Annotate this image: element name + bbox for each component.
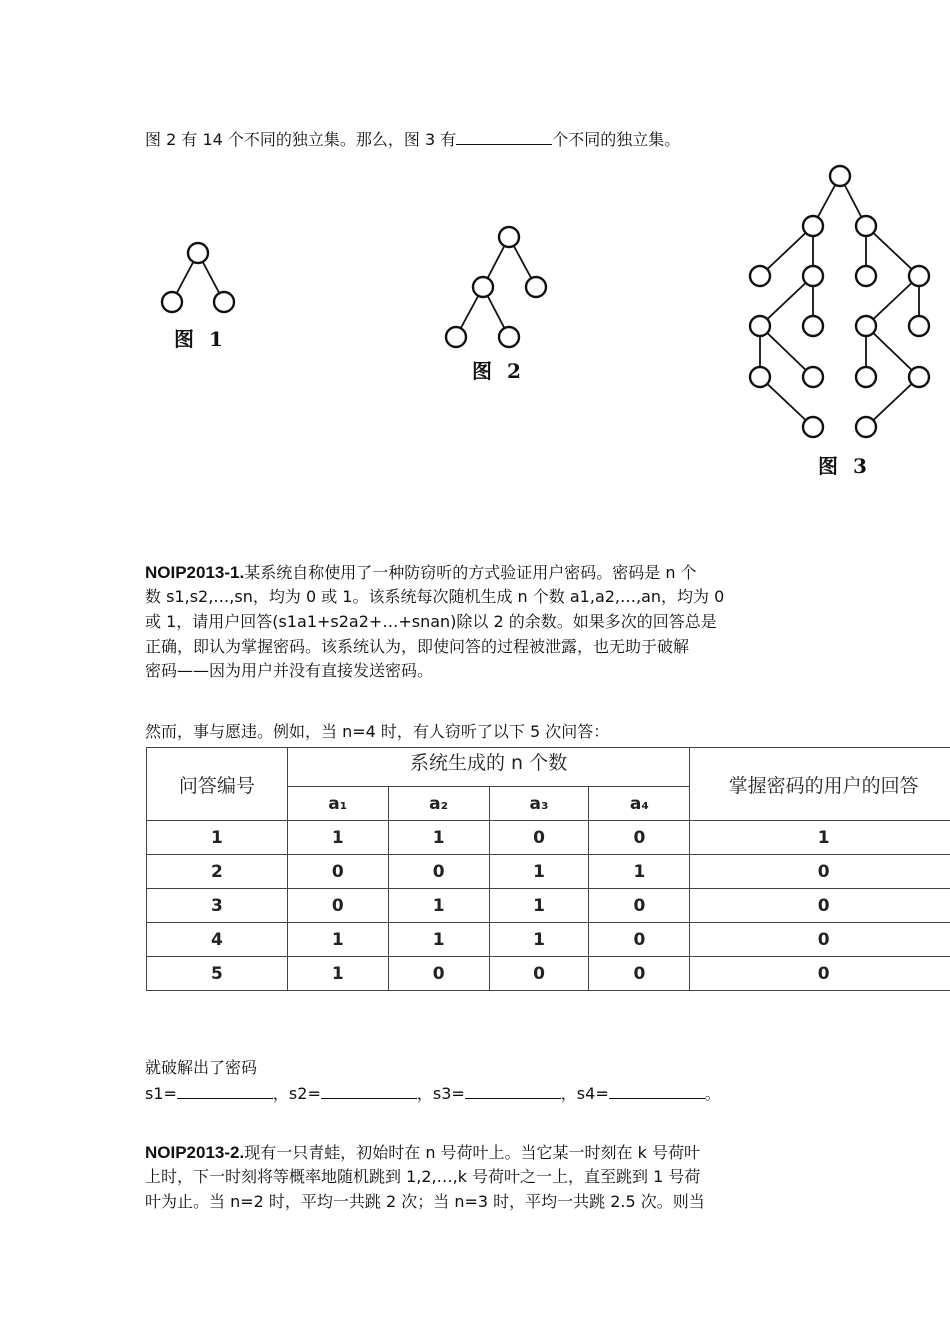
fig3-node bbox=[909, 266, 929, 286]
q1-fill-line bbox=[145, 1080, 721, 1106]
fig3-node bbox=[803, 216, 823, 236]
fig3-node bbox=[803, 417, 823, 437]
q2-line-2: 上时，下一时刻将等概率地随机跳到 1,2,…,k 号荷叶之一上，直至跳到 1 号荷 bbox=[145, 1167, 701, 1186]
header-question-id: 问答编号 bbox=[147, 748, 288, 821]
cell-a1: 1 bbox=[287, 923, 388, 957]
fig3-node bbox=[803, 316, 823, 336]
q2-text: 现有一只青蛙，初始时在 n 号荷叶上。当它某一时刻在 k 号荷叶 bbox=[244, 1143, 700, 1162]
figure-3-label: 图 3 bbox=[818, 454, 871, 478]
cell-a2: 0 bbox=[388, 855, 489, 889]
table-row bbox=[147, 855, 950, 889]
cell-a1: 0 bbox=[287, 889, 388, 923]
q1-line-1 bbox=[145, 561, 697, 585]
eavesdrop-table bbox=[146, 747, 950, 991]
fig3-node bbox=[803, 367, 823, 387]
q1-line-2: 数 s1,s2,…,sn，均为 0 或 1。该系统每次随机生成 n 个数 a1,a2,…,an，均为 0 bbox=[145, 587, 725, 606]
q1-example-line: 然而，事与愿违。例如，当 n=4 时，有人窃听了以下 5 次问答： bbox=[145, 722, 610, 741]
fig2-node bbox=[499, 327, 519, 347]
fig3-node bbox=[750, 367, 770, 387]
figure-3-graph bbox=[745, 162, 935, 442]
table-row bbox=[147, 889, 950, 923]
fig3-node bbox=[830, 166, 850, 186]
q1-line-4: 正确，即认为掌握密码。该系统认为，即使问答的过程被泄露，也无助于破解 bbox=[145, 637, 690, 656]
cell-answer: 0 bbox=[690, 855, 950, 889]
fig3-node bbox=[750, 266, 770, 286]
answer-blank bbox=[456, 126, 552, 145]
s1-blank bbox=[177, 1080, 273, 1099]
s4-blank bbox=[609, 1080, 705, 1099]
cell-a4: 0 bbox=[589, 889, 690, 923]
fig3-node bbox=[856, 316, 876, 336]
fig3-node bbox=[856, 216, 876, 236]
cell-a1: 0 bbox=[287, 855, 388, 889]
table-row bbox=[147, 821, 950, 855]
cell-a4: 1 bbox=[589, 855, 690, 889]
intro-text: 图 2 有 14 个不同的独立集。那么，图 3 有 bbox=[145, 130, 457, 149]
cell-a4: 0 bbox=[589, 821, 690, 855]
fig3-node bbox=[909, 316, 929, 336]
fig2-node bbox=[446, 327, 466, 347]
q2-line-3: 叶为止。当 n=2 时，平均一共跳 2 次；当 n=3 时，平均一共跳 2.5 次。则当 bbox=[145, 1192, 705, 1211]
fig3-node bbox=[856, 367, 876, 387]
cell-a2: 0 bbox=[388, 957, 489, 991]
table-row bbox=[147, 957, 950, 991]
cell-a3: 0 bbox=[489, 957, 589, 991]
fig1-node bbox=[214, 292, 234, 312]
fig3-node bbox=[750, 316, 770, 336]
fill-end: 。 bbox=[704, 1084, 721, 1103]
cell-answer: 0 bbox=[690, 889, 950, 923]
fig3-node bbox=[856, 266, 876, 286]
table-row bbox=[147, 923, 950, 957]
s3-label: ，s3= bbox=[416, 1084, 465, 1103]
cell-a3: 1 bbox=[489, 923, 589, 957]
row-id: 4 bbox=[147, 923, 288, 957]
s4-label: ，s4= bbox=[560, 1084, 609, 1103]
fig1-node bbox=[162, 292, 182, 312]
fig2-node bbox=[473, 277, 493, 297]
cell-a1: 1 bbox=[287, 821, 388, 855]
cell-a2: 1 bbox=[388, 821, 489, 855]
cell-a2: 1 bbox=[388, 923, 489, 957]
cell-answer: 1 bbox=[690, 821, 950, 855]
figure-2-label: 图 2 bbox=[472, 359, 525, 383]
fig1-node bbox=[188, 243, 208, 263]
figure-1-graph bbox=[150, 230, 250, 330]
subheader-a3: a₃ bbox=[489, 787, 589, 821]
q1-label: NOIP2013-1. bbox=[145, 563, 245, 582]
row-id: 1 bbox=[147, 821, 288, 855]
s1-label: s1= bbox=[145, 1084, 177, 1103]
subheader-a2: a₂ bbox=[388, 787, 489, 821]
q1-conclusion: 就破解出了密码 bbox=[145, 1058, 258, 1077]
intro-suffix: 个不同的独立集。 bbox=[552, 130, 681, 149]
cell-a3: 1 bbox=[489, 889, 589, 923]
cell-a1: 1 bbox=[287, 957, 388, 991]
cell-a3: 0 bbox=[489, 821, 589, 855]
fig2-node bbox=[526, 277, 546, 297]
fig3-node bbox=[909, 367, 929, 387]
s2-label: ，s2= bbox=[272, 1084, 321, 1103]
cell-answer: 0 bbox=[690, 957, 950, 991]
cell-answer: 0 bbox=[690, 923, 950, 957]
table-header-row bbox=[147, 748, 950, 787]
q2-label: NOIP2013-2. bbox=[145, 1143, 245, 1162]
subheader-a4: a₄ bbox=[589, 787, 690, 821]
figure-1-label: 图 1 bbox=[174, 327, 227, 351]
q2-line-1 bbox=[145, 1141, 700, 1165]
figure-2-graph bbox=[440, 220, 560, 360]
intro-line bbox=[145, 126, 680, 152]
cell-a3: 1 bbox=[489, 855, 589, 889]
row-id: 2 bbox=[147, 855, 288, 889]
q1-line-5: 密码——因为用户并没有直接发送密码。 bbox=[145, 661, 434, 680]
q1-text: 某系统自称使用了一种防窃听的方式验证用户密码。密码是 n 个 bbox=[244, 563, 697, 582]
subheader-a1: a₁ bbox=[287, 787, 388, 821]
header-user-answer: 掌握密码的用户的回答 bbox=[690, 748, 950, 821]
q1-line-3: 或 1，请用户回答(s1a1+s2a2+…+snan)除以 2 的余数。如果多次的回答总是 bbox=[145, 612, 717, 631]
cell-a2: 1 bbox=[388, 889, 489, 923]
cell-a4: 0 bbox=[589, 957, 690, 991]
row-id: 5 bbox=[147, 957, 288, 991]
s2-blank bbox=[321, 1080, 417, 1099]
cell-a4: 0 bbox=[589, 923, 690, 957]
fig2-node bbox=[499, 227, 519, 247]
row-id: 3 bbox=[147, 889, 288, 923]
s3-blank bbox=[465, 1080, 561, 1099]
fig3-node bbox=[856, 417, 876, 437]
header-generated-numbers: 系统生成的 n 个数 bbox=[287, 748, 690, 787]
fig3-node bbox=[803, 266, 823, 286]
